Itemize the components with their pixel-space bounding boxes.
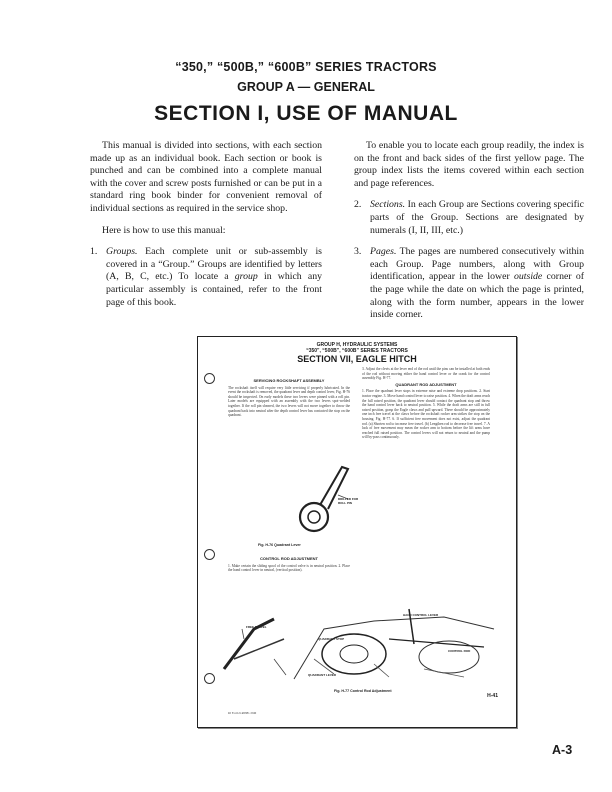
fig77-label-quadrant-stop: QUADRANT STOP [318,637,345,641]
list-item-sections [354,199,584,237]
section-title: SECTION I, USE OF MANUAL [154,102,458,125]
item-body: Each complete unit or sub-assembly is covered in a “Group.” Groups are identified by letters (A, B, C, etc.) To locate a [106,246,322,283]
item-term: Pages. [370,246,397,258]
item-number: 1. [90,246,98,258]
inset-right-column [362,367,490,442]
item-text [106,246,322,309]
item-body-end: in which any particular assembly is contained, refer to the front page of this book. [106,271,322,308]
right-column [354,140,584,331]
inset-paragraph: 3. Adjust the clevis at the lever end of the rod until the pins can be installed at both ends of the rod without moving either the hand control lever or the crank for the control assembly Fig. H-77. [362,367,490,381]
list-item-pages [354,246,584,322]
binder-hole [204,549,215,560]
inset-form-number: RJ Form 9-R0881-56M [228,711,257,715]
inset-heading: QUADRANT ROD ADJUSTMENT [395,381,457,387]
item-term: Groups. [106,246,138,258]
series-title: “350,” “500B,” “600B” SERIES TRACTORS [175,60,437,74]
item-term: Sections. [370,199,406,211]
fig77-label-quadrant-lever: QUADRANT LEVER [308,673,337,677]
sample-page-inset [197,336,517,728]
inset-section-title: SECTION VII, EAGLE HITCH [297,354,417,364]
how-to-paragraph: Here is how to use this manual: [102,224,226,236]
fig77-label-free-travel: FREE TRAVEL [246,625,267,629]
fig76-caption: Fig. H-76 Quadrant Lever [258,543,301,547]
inset-paragraph: 1. Place the quadrant lever stops in extreme raise and extreme drop positions. 2. Start tractor engine. 3. Move hand control lever to raise position. 4. When the draft arms reach the full raised position, the quadrant lever should contact the quadrant stop and throw the hand control lever back to neutral position. 5. While the draft arms are still in full raised position, grasp the Eagle claws and pull upward. There should be approximately one inch free travel at the claws before the rockshaft rocker arm strikes the stop on the housing. Fig. H-77. 6. If sufficient free movement does not exist, adjust the quadrant rod. (a) Shorten rod to increase free travel. (b) Lengthen rod to decrease free travel. 7. A lack of free movement may mean the rocker arm to bottom before the lift arms have reached full raised position. The control levers will not return to neutral and the pump will by-pass continuously. [362,389,490,440]
item-number: 3. [354,246,362,258]
inset-control-section [228,555,350,575]
inset-group-line: GROUP H, HYDRAULIC SYSTEMS [316,342,398,348]
index-paragraph: To enable you to locate each group readily, the index is on the front and back sides of the first yellow page. The group index lists the items covered within each section and page references. [354,140,584,189]
item-text [370,199,584,237]
inset-heading: SERVICING ROCKSHAFT ASSEMBLY [253,378,325,383]
inset-left-column [228,377,350,420]
control-rod-figure [214,599,504,681]
inset-heading: CONTROL ROD ADJUSTMENT [260,556,318,561]
binder-hole [204,373,215,384]
list-item-groups [90,246,322,309]
intro-paragraph: This manual is divided into sections, with each section made up as an individual book. Each section or book is punched and can be combined into a complete manual with the cover and screw posts furnished or can be put in a standard ring book binder for convenient removal of individual sections as required in the service shop. [90,140,322,214]
left-column [90,140,322,318]
quadrant-lever-figure [280,455,360,535]
item-body: In each Group are Sections covering specific parts of the Group. Sections are designated by numerals (I, II, III, etc.) [370,199,584,236]
item-emphasis: group [234,271,258,283]
fig76-label: DRILLED FOR ROLL PIN [338,497,359,505]
page-number: A-3 [552,743,573,757]
item-text [370,246,584,322]
inset-group-header [198,342,516,354]
item-body: The pages are numbered consecutively within each Group. Page numbers, along with Group identification, appear in the lower [370,246,584,283]
fig77-label-hand-control: HAND CONTROL LEVER [403,613,439,617]
inset-page-label: H-41 [487,693,498,699]
item-number: 2. [354,199,362,211]
item-emphasis: outside [513,271,543,283]
item-body-end: corner of the page while the date on which the page is printed, along with the form number, appears in the lower inside corner. [370,271,584,321]
group-title: GROUP A — GENERAL [237,80,375,94]
inset-paragraph: 1. Make certain the sliding spool of the control valve is in neutral position. 2. Place the hand control lever in neutral, (vertical position). [228,563,350,573]
inset-paragraph: The rockshaft itself will require very little servicing if properly lubricated. In the event the rockshaft is removed, the quadrant lever and depth control lever, Fig. H-76 should be inspected. On early models these two levers were pinned with a roll pin. Later models are equipped with an assembly with the two levers spot-welded together. If the roll pin sheared, the two levers will not move together to throw the quadrant back into neutral after the depth control lever has contacted the stop on the quadrant. [228,385,350,418]
fig77-caption: Fig. H-77 Control Rod Adjustment [334,689,392,693]
inset-series-line: “350”, “500B”, “600B” SERIES TRACTORS [306,348,408,354]
fig77-label-control-rod: CONTROL ROD [448,649,471,653]
